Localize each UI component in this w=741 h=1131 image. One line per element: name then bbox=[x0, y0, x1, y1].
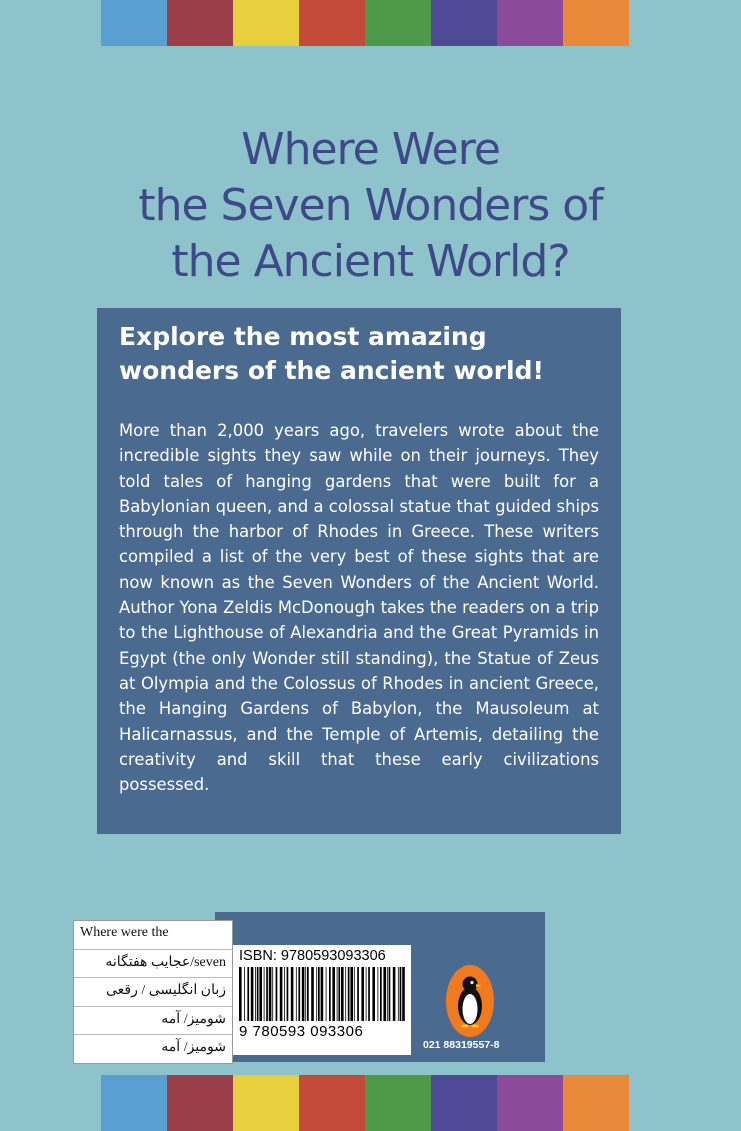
barcode-bar bbox=[296, 967, 297, 1021]
barcode-bar bbox=[284, 967, 285, 1021]
barcode-bar bbox=[341, 967, 344, 1021]
barcode-bar bbox=[307, 967, 309, 1021]
barcode-bar bbox=[305, 967, 306, 1021]
barcode-bar bbox=[402, 967, 405, 1021]
sticker-line: Where were the bbox=[74, 921, 232, 950]
penguin-icon bbox=[454, 973, 486, 1029]
barcode-bar bbox=[251, 967, 254, 1021]
stripe bbox=[431, 1075, 497, 1131]
top-color-stripes bbox=[101, 0, 629, 46]
sticker-line: شومیز/ آمه bbox=[161, 1040, 226, 1056]
stripe bbox=[167, 0, 233, 46]
tagline: Explore the most amazing wonders of the ancient world! bbox=[119, 322, 544, 385]
barcode-bar bbox=[389, 967, 391, 1021]
stripe bbox=[101, 1075, 167, 1131]
penguin-logo bbox=[446, 965, 494, 1037]
barcode-bar bbox=[244, 967, 245, 1021]
barcode-bar bbox=[337, 967, 338, 1021]
barcode-bar bbox=[272, 967, 273, 1021]
title-line-1: Where Were bbox=[241, 124, 500, 175]
barcode-bar bbox=[287, 967, 289, 1021]
barcode-bar bbox=[316, 967, 317, 1021]
barcode-bar bbox=[259, 967, 262, 1021]
barcode-bar bbox=[387, 967, 388, 1021]
barcode-bar bbox=[366, 967, 367, 1021]
stripe bbox=[233, 1075, 299, 1131]
barcode-bar bbox=[266, 967, 268, 1021]
publisher-phone: 021 88319557-8 bbox=[423, 1039, 500, 1051]
barcode-bar bbox=[361, 967, 364, 1021]
barcode-bar bbox=[348, 967, 350, 1021]
barcode-bar bbox=[291, 967, 294, 1021]
stripe bbox=[365, 0, 431, 46]
barcode-bar bbox=[332, 967, 335, 1021]
barcode-bar bbox=[383, 967, 386, 1021]
barcode-bar bbox=[255, 967, 256, 1021]
barcode-bar bbox=[398, 967, 399, 1021]
stripe bbox=[563, 0, 629, 46]
barcode-bar bbox=[350, 967, 353, 1021]
description-panel bbox=[97, 308, 621, 834]
barcode-bar bbox=[354, 967, 355, 1021]
barcode-bar bbox=[318, 967, 320, 1021]
barcode-bar bbox=[257, 967, 259, 1021]
stripe bbox=[563, 1075, 629, 1131]
title-line-3: the Ancient World? bbox=[171, 236, 570, 287]
barcode-bar bbox=[269, 967, 272, 1021]
barcode-bar bbox=[264, 967, 265, 1021]
barcode-bar bbox=[345, 967, 346, 1021]
barcode-bar bbox=[321, 967, 324, 1021]
sticker-line: seven/عجایب هفتگانه bbox=[74, 950, 232, 979]
barcode-bar bbox=[302, 967, 305, 1021]
barcode-bar bbox=[378, 967, 379, 1021]
barcode-bar bbox=[298, 967, 300, 1021]
barcode-bar bbox=[326, 967, 327, 1021]
stripe bbox=[431, 0, 497, 46]
barcode-bar bbox=[368, 967, 370, 1021]
publisher-name: Ayande Ketab bbox=[318, 1039, 388, 1051]
sticker-line: شومیز/ آمه bbox=[74, 1007, 232, 1036]
sticker-line: زبان انگلیسی / رقعی bbox=[74, 978, 232, 1007]
bottom-color-stripes bbox=[101, 1075, 629, 1131]
price-sticker bbox=[73, 920, 233, 1064]
stripe bbox=[167, 1075, 233, 1131]
barcode-bar bbox=[372, 967, 375, 1021]
stripe bbox=[497, 0, 563, 46]
stripe bbox=[365, 1075, 431, 1131]
barcode-bar bbox=[338, 967, 340, 1021]
stripe bbox=[497, 1075, 563, 1131]
barcode-bar bbox=[247, 967, 249, 1021]
isbn-label: ISBN: 9780593093306 bbox=[239, 948, 386, 964]
barcode-bar bbox=[400, 967, 402, 1021]
barcode-bars bbox=[239, 967, 405, 1021]
stripe bbox=[101, 0, 167, 46]
title-line-2: the Seven Wonders of bbox=[138, 180, 603, 231]
barcode-bar bbox=[380, 967, 382, 1021]
barcode-bar bbox=[393, 967, 396, 1021]
stripe bbox=[299, 1075, 365, 1131]
stripe bbox=[299, 0, 365, 46]
book-title bbox=[60, 122, 681, 290]
barcode-digits: 9 780593 093306 bbox=[239, 1023, 364, 1040]
stripe bbox=[233, 0, 299, 46]
barcode-bar bbox=[276, 967, 278, 1021]
barcode-bar bbox=[280, 967, 283, 1021]
barcode-bar bbox=[239, 967, 242, 1021]
barcode-bar bbox=[357, 967, 359, 1021]
barcode-bar bbox=[329, 967, 331, 1021]
barcode-bar bbox=[311, 967, 314, 1021]
blurb-text: More than 2,000 years ago, travelers wrote about the incredible sights they saw while on their journeys. They told tales of hanging gardens that were built for a Babylonian queen, and a colossal statue that guided ships through the harbor of Rhodes in Greece. These writers compiled a list of the very best of these sights that are now known as the Seven Wonders of the Ancient World. Author Yona Zeldis McDonough takes the readers on a trip to the Lighthouse of Alexandria and the Great Pyramids in Egypt (the only Wonder still standing), the Statue of Zeus at Olympia and the Colossus of Rhodes in ancient Greece, the Hanging Gardens of Babylon, the Mausoleum at Halicarnassus, and the Temple of Artemis, detailing the creativity and skill that these early civilizations possessed. bbox=[119, 421, 599, 795]
